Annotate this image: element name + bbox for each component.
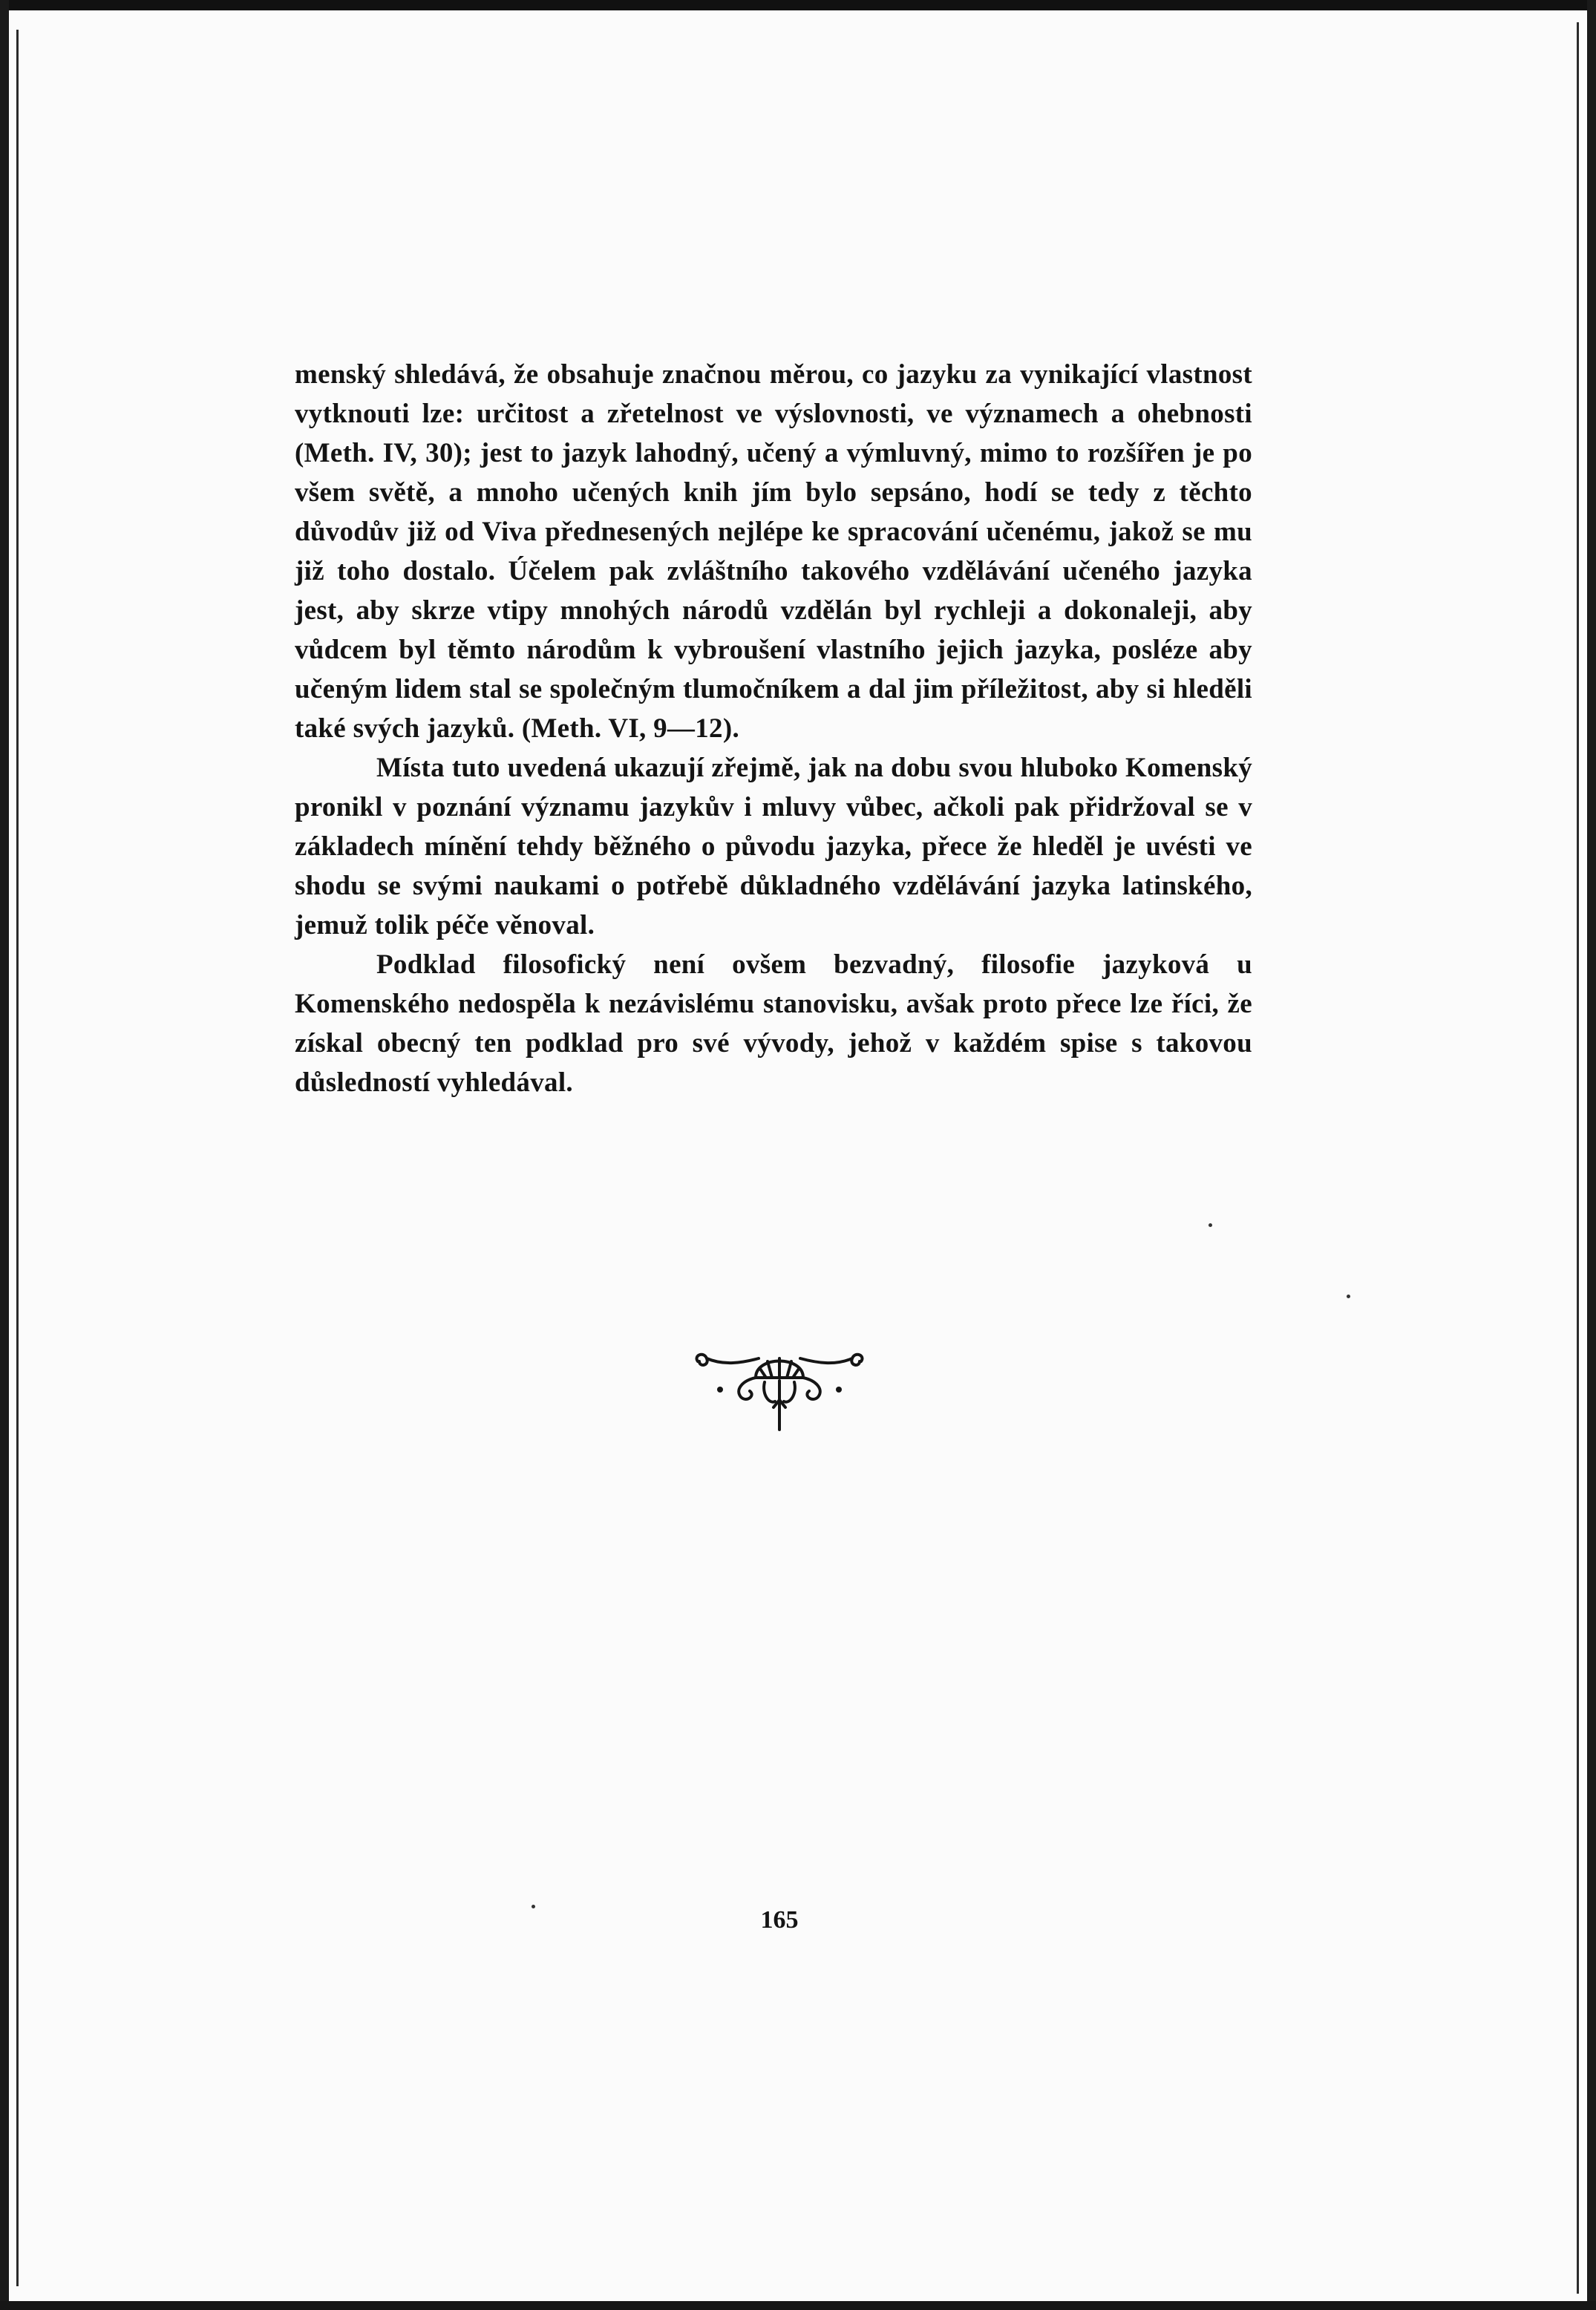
paragraph: Podklad filosofický není ovšem bezvadný, filosofie jazyková u Komenského nedospěla k nezávislému stanovisku, avšak proto přece lze říci, že získal obecný ten podklad pro své vývody, jehož v každém spise s takovou důsledností vyhledával. <box>295 949 1252 1098</box>
scan-edge-left <box>0 0 9 2310</box>
scan-edge-right-line <box>1577 22 1579 2294</box>
body-text <box>295 355 1252 1102</box>
scan-speck <box>1347 1295 1350 1298</box>
paragraph: Místa tuto uvedená ukazují zřejmě, jak na dobu svou hluboko Komenský pronikl v poznání významu jazykův i mluvy vůbec, ačkoli pak přidržoval se v základech mínění tehdy běžného o původu jazyka, přece že hleděl je uvésti ve shodu se svými naukami o potřebě důkladného vzdělávání jazyka latinského, jemuž tolik péče věnoval. <box>295 753 1252 940</box>
paragraph-continued: menský shledává, že obsahuje značnou měrou, co jazyku za vynikající vlastnost vytknouti lze: určitost a zřetelnost ve výslovnosti, ve významech a ohebnosti (Meth. IV, 30); jest to jazyk lahodný, učený a výmluvný, mimo to rozšířen je po všem světě, a mnoho učených knih jím bylo sepsáno, hodí se tedy z těchto důvodův již od Viva přednesených nejlépe ke spracování učenému, jakož se mu již toho dostalo. Účelem pak zvláštního takového vzdělávání učeného jazyka jest, aby skrze vtipy mnohých národů vzdělán byl rychleji a dokonaleji, aby vůdcem byl těmto národům k vybroušení vlastního jejich jazyka, posléze aby učeným lidem stal se společným tlumočníkem a dal jim příležitost, aby si hleděli také svých jazyků. (Meth. VI, 9—12). <box>295 359 1252 744</box>
scan-edge-top <box>0 0 1596 10</box>
scan-speck <box>1209 1223 1212 1227</box>
scan-edge-left-line <box>16 30 19 2286</box>
scan-edge-right <box>1587 0 1596 2310</box>
ornament-fleuron-icon <box>690 1348 869 1444</box>
scan-edge-bottom <box>0 2301 1596 2310</box>
page-number: 165 <box>760 1906 799 1934</box>
scan-speck <box>532 1905 535 1908</box>
